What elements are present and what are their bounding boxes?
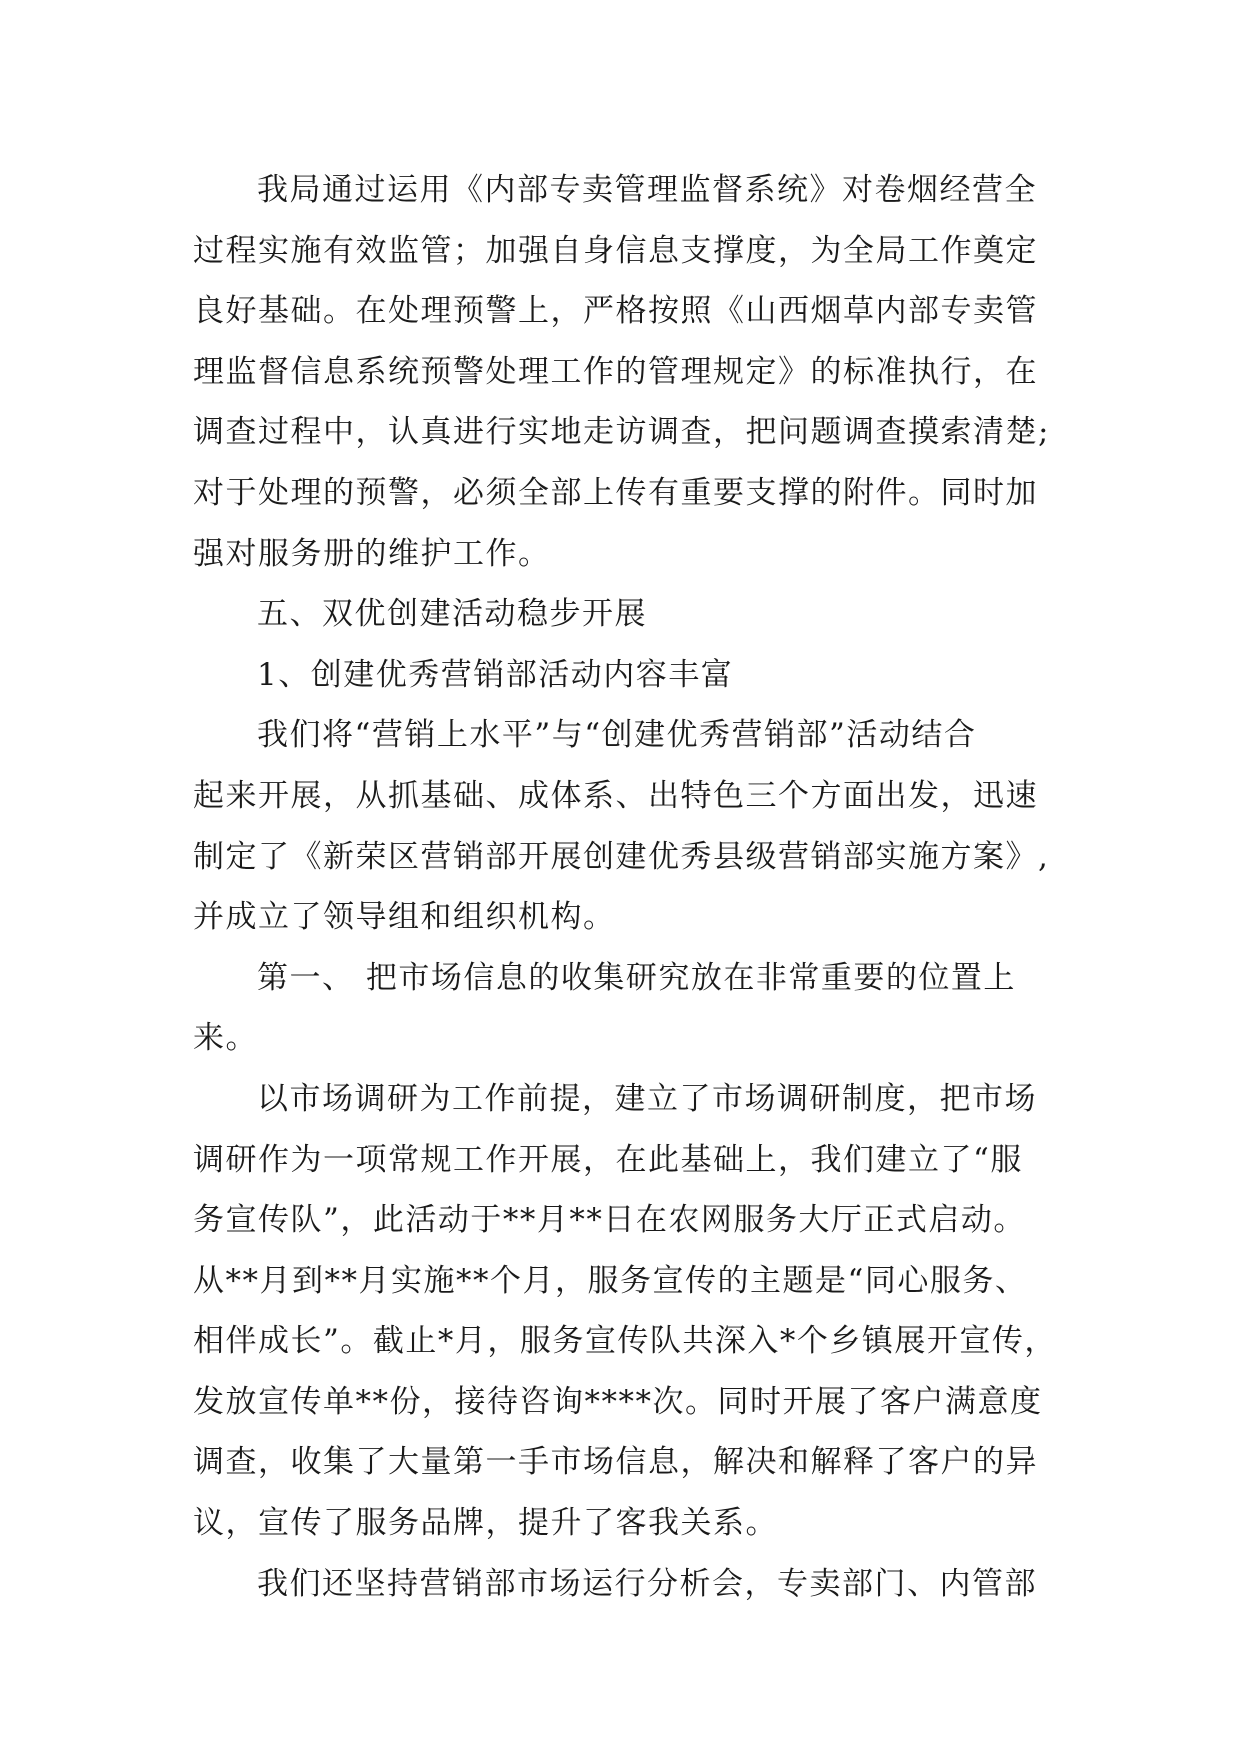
text-line: 发放宣传单**份，接待咨询****次。同时开展了客户满意度 xyxy=(193,1383,1043,1420)
text-line: 相伴成长”。截止*月，服务宣传队共深入*个乡镇展开宣传， xyxy=(193,1323,1057,1360)
subsection-heading: 1、创建优秀营销部活动内容丰富 xyxy=(257,656,734,693)
text-line: 调研作为一项常规工作开展，在此基础上，我们建立了“服 xyxy=(193,1141,1023,1178)
text-line: 我们将“营销上水平”与“创建优秀营销部”活动结合 xyxy=(257,717,977,754)
text-line: 我局通过运用《内部专卖管理监督系统》对卷烟经营全 xyxy=(257,172,1037,208)
section-heading: 五、双优创建活动稳步开展 xyxy=(257,596,647,633)
text-line: 对于处理的预警，必须全部上传有重要支撑的附件。同时加 xyxy=(193,474,1038,511)
text-line: 强对服务册的维护工作。 xyxy=(193,535,551,572)
text-line: 调查过程中，认真进行实地走访调查，把问题调查摸索清楚; xyxy=(193,414,1050,451)
text-line: 务宣传队”，此活动于**月**日在农网服务大厅正式启动。 xyxy=(193,1202,1026,1239)
text-line: 过程实施有效监管；加强自身信息支撑度，为全局工作奠定 xyxy=(193,232,1038,269)
text-line: 制定了《新荣区营销部开展创建优秀县级营销部实施方案》, xyxy=(193,838,1050,875)
text-line: 我们还坚持营销部市场运行分析会，专卖部门、内管部 xyxy=(257,1565,1037,1602)
text-line: 并成立了领导组和组织机构。 xyxy=(193,899,616,936)
document-body xyxy=(193,160,1057,1614)
text-line: 调查，收集了大量第一手市场信息，解决和解释了客户的异 xyxy=(193,1444,1038,1481)
text-line: 议，宣传了服务品牌，提升了客我关系。 xyxy=(193,1505,778,1542)
text-line: 来。 xyxy=(193,1020,258,1057)
text-line: 以市场调研为工作前提，建立了市场调研制度，把市场 xyxy=(257,1080,1037,1117)
text-line: 理监督信息系统预警处理工作的管理规定》的标准执行，在 xyxy=(193,353,1038,390)
text-line: 从**月到**月实施**个月，服务宣传的主题是“同心服务、 xyxy=(193,1262,1028,1299)
text-line: 良好基础。在处理预警上，严格按照《山西烟草内部专卖管 xyxy=(193,293,1038,330)
text-line: 起来开展，从抓基础、成体系、出特色三个方面出发，迅速 xyxy=(193,777,1038,814)
text-line: 第一、 把市场信息的收集研究放在非常重要的位置上 xyxy=(257,959,1016,996)
